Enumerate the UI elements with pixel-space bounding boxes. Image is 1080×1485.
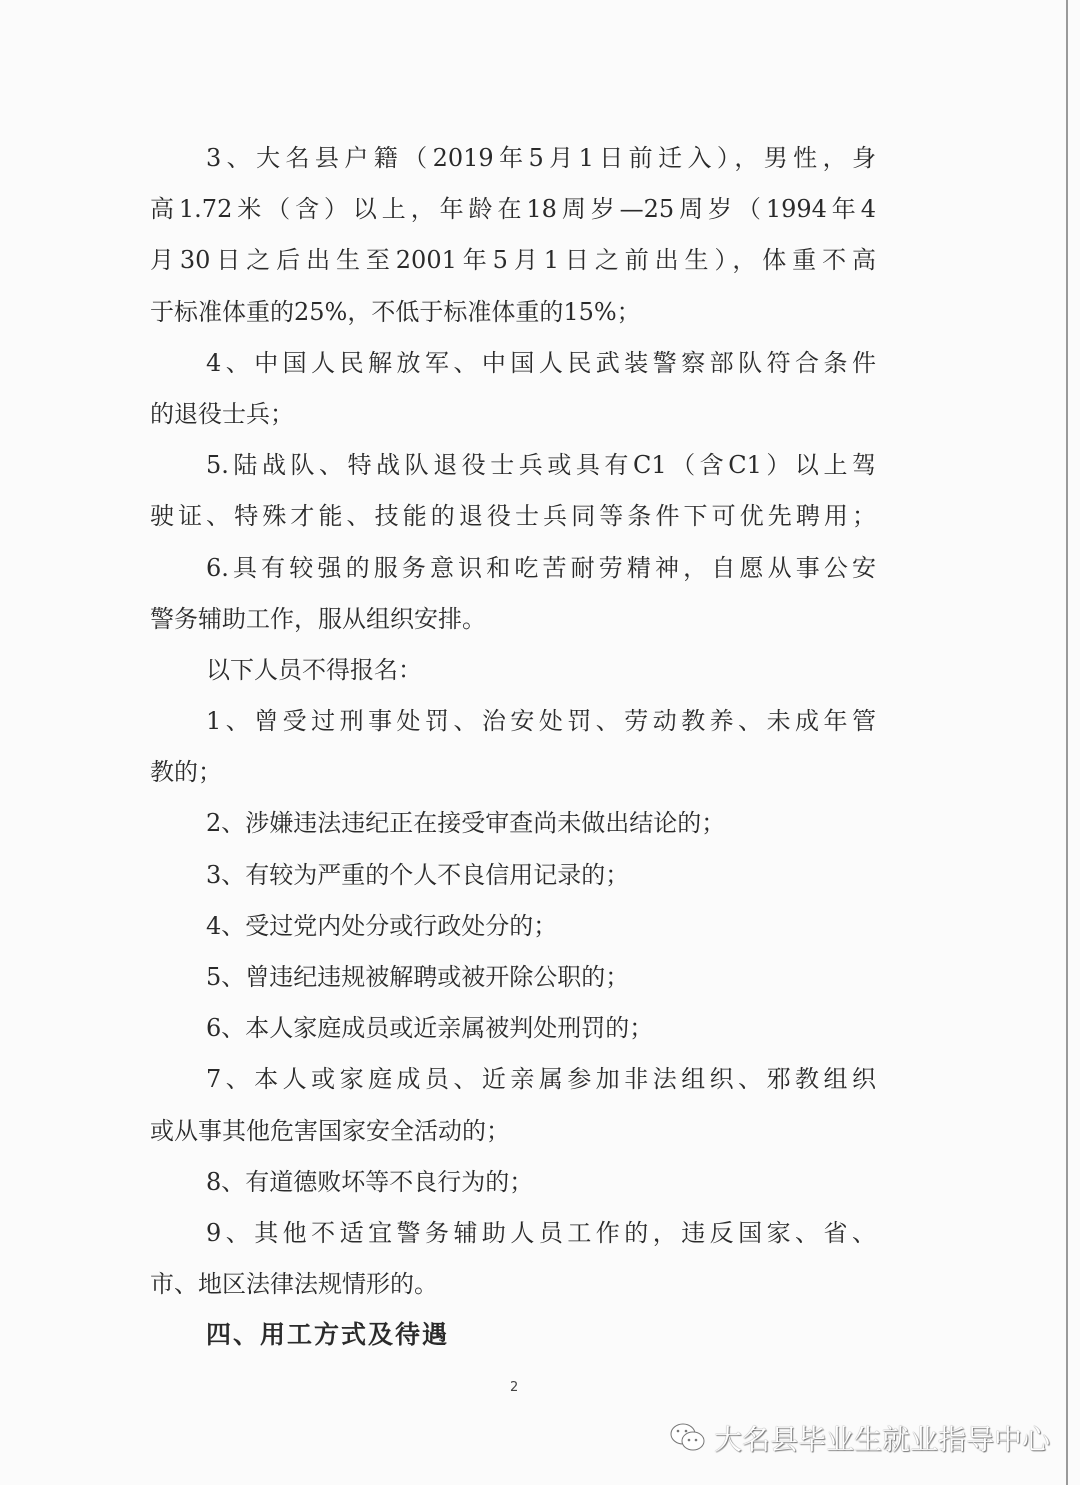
text-line: 的退役士兵； <box>150 399 294 428</box>
scan-edge <box>1066 0 1068 1485</box>
text-line: 2、涉嫌违法违纪正在接受审查尚未做出结论的； <box>206 809 726 838</box>
text-line: 3、有较为严重的个人不良信用记录的； <box>206 860 630 889</box>
text-line: 于标准体重的25%，不低于标准体重的15%； <box>150 297 641 326</box>
text-line: 市、地区法律法规情形的。 <box>150 1270 438 1299</box>
section-heading: 四、用工方式及待遇 <box>206 1320 450 1350</box>
text-line: 7、本人或家庭成员、近亲属参加非法组织、邪教组织 <box>206 1065 876 1094</box>
text-line: 以下人员不得报名： <box>206 655 422 684</box>
page-number: 2 <box>510 1380 519 1395</box>
text-line: 月30日之后出生至2001年5月1日之前出生），体重不高 <box>150 246 876 275</box>
wechat-icon <box>668 1421 708 1455</box>
text-line: 5、曾违纪违规被解聘或被开除公职的； <box>206 963 630 991</box>
text-line: 3、大名县户籍（2019年5月1日前迁入），男性，身 <box>206 144 876 172</box>
text-line: 4、受过党内处分或行政处分的； <box>206 911 558 940</box>
text-line: 4、中国人民解放军、中国人民武装警察部队符合条件 <box>206 348 876 377</box>
text-line: 6、本人家庭成员或近亲属被判处刑罚的； <box>206 1014 654 1043</box>
text-line: 8、有道德败坏等不良行为的； <box>206 1167 534 1196</box>
text-line: 警务辅助工作，服从组织安排。 <box>150 604 486 633</box>
text-line: 1、曾受过刑事处罚、治安处罚、劳动教养、未成年管 <box>206 707 876 736</box>
text-line: 或从事其他危害国家安全活动的； <box>150 1116 510 1145</box>
text-line: 高1.72米（含）以上，年龄在18周岁—25周岁（1994年4 <box>150 195 876 224</box>
text-line: 教的； <box>150 758 222 787</box>
watermark-text: 大名县毕业生就业指导中心 <box>714 1423 1051 1456</box>
text-line: 6.具有较强的服务意识和吃苦耐劳精神，自愿从事公安 <box>206 553 876 582</box>
watermark <box>668 1418 1050 1458</box>
text-line: 驶证、特殊才能、技能的退役士兵同等条件下可优先聘用； <box>150 502 876 531</box>
document-body <box>150 138 876 1367</box>
text-line: 9、其他不适宜警务辅助人员工作的，违反国家、省、 <box>206 1218 876 1247</box>
text-line: 5.陆战队、特战队退役士兵或具有C1（含C1）以上驾 <box>206 451 876 480</box>
